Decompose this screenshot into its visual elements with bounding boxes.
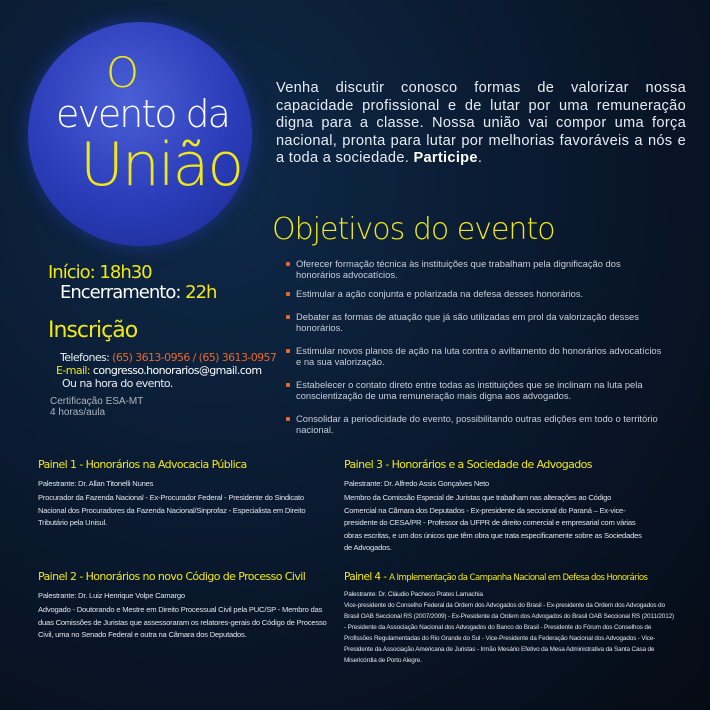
logo-o: O — [106, 48, 139, 97]
panel-title-main: Painel 4 - — [344, 571, 390, 583]
end-time — [60, 282, 216, 303]
phones-label: Telefones: — [60, 351, 110, 364]
panel-description: Procurador da Fazenda Nacional - Ex-Procurador Federal - Presidente do Sindicato Nacional dos Procuradores da Fazenda Nacional/Sinprofaz - Especialista em Direito Tributário pela Unisul. — [38, 493, 306, 528]
panel-title-subject: A Implementação da Campanha Nacional em Defesa dos Honorários — [389, 573, 648, 583]
objectives-list — [296, 258, 666, 443]
objective-item: Estimular a ação conjunta e polarizada na defesa desses honorários. — [296, 288, 666, 299]
intro-body: Venha discutir conosco formas de valorizar nossa capacidade profissional e de lutar por uma remuneração digna para a classe. Nossa união vai compor uma força nacional, pronta para lutar por melhorias favoráveis a nós e a toda a sociedade. — [276, 80, 686, 166]
end-time-value: 22h — [185, 282, 217, 303]
start-time: Início: 18h30 — [48, 262, 152, 283]
objective-item: Estabelecer o contato direto entre todas as instituições que se inclinam na luta pela conscientização de uma remuneração mais digna aos advogados. — [296, 379, 666, 401]
phones — [60, 351, 276, 364]
objective-item: Debater as formas de atuação que já são utilizadas em prol da valorização desses honorários. — [296, 311, 666, 333]
intro-text: Venha discutir conosco formas de valorizar nossa capacidade profissional e de lutar por uma remuneração digna para a classe. Nossa união vai compor uma força nacional, pronta para lutar por melhorias favoráveis a nós e a toda a sociedade. Participe. — [276, 80, 686, 166]
logo-uniao: União — [80, 130, 243, 200]
end-time-label: Encerramento: — [60, 282, 181, 303]
certification-line: Certificação ESA-MT — [50, 396, 144, 407]
objective-item: Oferecer formação técnica às instituições que trabalham pela dignificação dos honorários advocatícios. — [296, 258, 666, 280]
panel-4 — [344, 571, 674, 666]
panel-description: Advogado - Doutorando e Mestre em Direito Processual Civil pela PUC/SP - Membro das duas Comissões de Juristas que assessoraram os relatores-gerais do Código de Processo Civil, uma no Senado Federal e outra na Câmara dos Deputados. — [38, 605, 327, 640]
panel-1 — [38, 458, 328, 530]
panel-title: Painel 1 - Honorários na Advocacia Pública — [38, 458, 247, 471]
email — [56, 364, 261, 377]
panel-speaker: Palestrante: Dr. Alfredo Assis Gonçalves Neto — [344, 479, 490, 488]
certification — [50, 396, 143, 418]
panel-3 — [344, 458, 644, 555]
logo-evento-da: evento da — [56, 92, 229, 136]
panel-title — [344, 571, 674, 583]
panel-2 — [38, 570, 328, 642]
panel-title: Painel 2 - Honorários no novo Código de Processo Civil — [38, 570, 306, 583]
panel-speaker: Palestrante: Dr. Allan Titonelli Nunes — [38, 479, 154, 488]
certification-hours: 4 horas/aula — [50, 407, 106, 418]
panel-description: Membro da Comissão Especial de Juristas que trabalham nas alterações ao Código Comercial na Câmara dos Deputados - Ex-presidente da seccional do Paraná – Ex-vice-presidente do CESA/PR - Professor da UFPR de direito comercial e empresarial com várias obras escritas, e um dos únicos que têm obra que trata especificamente sobre as Sociedades de Advogados. — [344, 493, 642, 553]
intro-cta: Participe — [413, 150, 478, 166]
panel-speaker: Palestrante: Dr. Luiz Henrique Volpe Camargo — [38, 591, 185, 600]
panel-speaker: Palestrante: Dr. Cláudio Pacheco Prates Lamachia — [344, 591, 483, 598]
email-address[interactable]: congresso.honorarios@gmail.com — [92, 364, 262, 377]
registration-title: Inscrição — [48, 318, 138, 343]
panel-title: Painel 3 - Honorários e a Sociedade de Advogados — [344, 458, 592, 471]
objective-item: Estimular novos planos de ação na luta contra o aviltamento do honorários advocatícios e na sua valorização. — [296, 345, 666, 367]
phones-numbers[interactable]: (65) 3613-0956 / (65) 3613-0957 — [112, 351, 277, 364]
on-site-note: Ou na hora do evento. — [62, 377, 173, 390]
panel-description: Vice-presidente do Conselho Federal da Ordem dos Advogados do Brasil - Ex-presidente da Ordem dos Advogados do Brasil OAB Seccional RS (2007/2009) - Ex-Presidente da Ordem dos Advogados do Brasil OAB Seccional RS (2011/2012) - Presidente da Associação Nacional dos Advogados do Banco do Brasil - Presidente do Fórum dos Conselhos de Profissões Regulamentadas do Rio Grande do Sul - Vice-Presidente da Federação Nacional dos Advogados - Vice-Presidente da Associação Americana de Juristas - Irmão Mesário Efetivo da Mesa Administrativa da Santa Casa de Misericórdia de Porto Alegre. — [344, 602, 674, 664]
email-label: E-mail: — [56, 364, 90, 377]
objective-item: Consolidar a periodicidade do evento, possibilitando outras edições em todo o território nacional. — [296, 413, 666, 435]
objectives-title: Objetivos do evento — [272, 212, 555, 247]
